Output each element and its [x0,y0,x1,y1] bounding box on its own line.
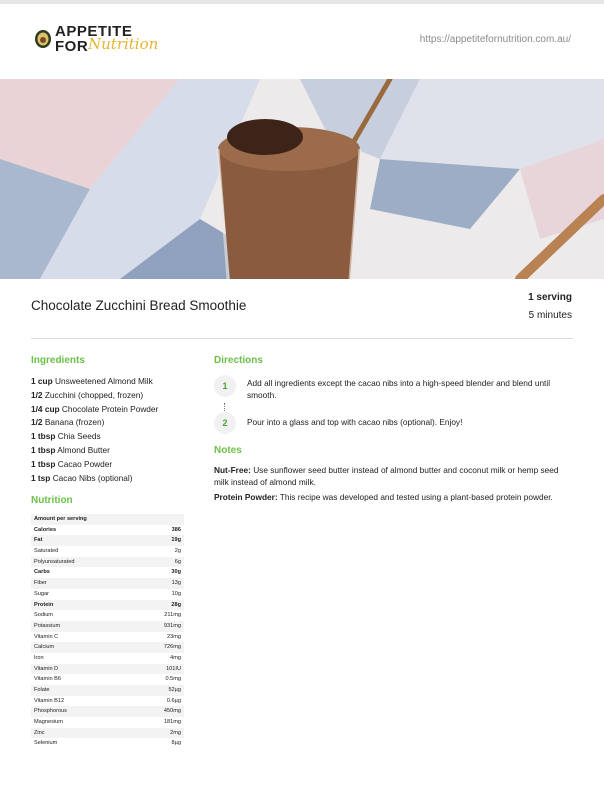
ingredient-name: Unsweetened Almond Milk [54,376,153,386]
ingredient-item [31,458,201,472]
nutrient-value: 28g [171,601,181,608]
step-number: 1 [214,375,236,397]
nutrition-row [31,621,184,632]
nutrient-label: Vitamin D [34,665,59,672]
nutrient-value: 0.5mg [165,676,181,683]
nutrition-row [31,642,184,653]
nutrient-value: 0.6µg [166,697,181,704]
notes-heading: Notes [214,445,242,456]
prep-time: 5 minutes [528,310,572,321]
nutrient-label: Vitamin C [34,633,59,640]
ingredient-name: Cacao Nibs (optional) [52,472,133,483]
ingredient-qty: 1 tsp [31,472,51,483]
nutrient-value: 2g [174,548,181,555]
nutrient-label: Folate [34,687,50,693]
note-label: Nut-Free: [214,465,251,475]
nutrient-label: Amount per serving [34,516,87,522]
nutrition-row [31,653,184,664]
ingredient-name: Cacao Powder [57,458,113,469]
nutrition-row [31,685,184,696]
ingredient-qty: 1/2 [31,389,43,400]
nutrition-row [31,632,184,643]
ingredient-name: Almond Butter [57,444,110,455]
nutrient-value: 2mg [170,729,181,736]
ingredient-item [31,375,201,389]
nutrient-value: 10g [171,590,181,597]
nutrient-value: 23mg [167,633,181,640]
note-label: Protein Powder: [214,492,278,502]
nutrition-table [31,514,184,749]
nutrient-value: 4mg [170,654,181,661]
nutrient-label: Vitamin B6 [34,676,61,683]
note-text: Use sunflower seed butter instead of almond butter and coconut milk or hemp seed milk instead of almond milk. [214,465,559,487]
ingredient-name: Banana (frozen) [44,417,105,428]
nutrient-value: 181mg [163,719,181,726]
divider [31,338,573,339]
nutrition-row [31,696,184,707]
nutrition-row [31,557,184,568]
nutrient-label: Carbs [34,569,50,576]
nutrient-value: 726mg [163,644,181,651]
nutrition-row [31,567,184,578]
nutrition-row [31,589,184,600]
ingredient-item [31,416,201,430]
nutrition-row [31,738,184,749]
nutrition-heading: Nutrition [31,495,73,506]
nutrition-row [31,728,184,739]
nutrient-value: 450mg [163,708,181,715]
nutrition-row [31,546,184,557]
nutrition-row [31,535,184,546]
step-text: Pour into a glass and top with cacao nibs (optional). Enjoy! [247,417,463,427]
nutrient-label: Vitamin B12 [34,697,65,704]
notes-list [214,465,559,508]
step-number: 2 [214,412,236,434]
nutrient-label: Calories [34,526,57,533]
note-text: This recipe was developed and tested using a plant-based protein powder. [279,492,553,502]
nutrient-label: Selenium [34,740,58,747]
ingredient-item [31,430,201,444]
top-bar [0,0,604,4]
nutrition-row [31,600,184,611]
ingredient-item [31,472,201,486]
avocado-icon [33,27,53,49]
nutrient-label: Fiber [34,580,47,587]
nutrition-row [31,706,184,717]
nutrient-value: 6g [174,558,181,565]
logo-text-for: FOR [55,38,89,55]
nutrient-label: Sugar [34,590,49,597]
recipe-title: Chocolate Zucchini Bread Smoothie [31,298,247,313]
nutrient-label: Phosphorous [34,708,67,715]
nutrient-label: Potassium [34,622,61,629]
nutrient-label: Iron [34,654,44,661]
servings-count: 1 serving [528,292,572,303]
nutrient-label: Protein [34,601,54,608]
nutrition-row [31,525,184,536]
nutrient-value: 211mg [164,612,181,619]
ingredient-name: Chia Seeds [57,431,101,442]
logo-text-nutrition: Nutrition [88,35,159,53]
nutrient-value: 19g [171,537,181,544]
ingredient-qty: 1/4 cup [31,403,60,414]
nutrition-row [31,610,184,621]
site-logo[interactable] [33,23,159,55]
step-text: Add all ingredients except the cacao nibs into a high-speed blender and blend until smooth. [247,378,551,400]
nutrient-label: Sodium [34,612,53,619]
nutrient-value: 386 [171,526,181,533]
nutrient-value: 13g [171,580,181,587]
ingredient-item [31,444,201,458]
nutrient-label: Polyunsaturated [34,558,75,565]
nutrition-row [31,674,184,685]
ingredient-qty: 1 tbsp [31,444,56,455]
nutrient-value: 931mg [163,622,181,629]
nutrient-label: Zinc [34,729,45,736]
nutrient-value: 8µg [171,740,181,747]
ingredient-qty: 1 tbsp [31,458,56,469]
nutrient-label: Fat [34,537,43,544]
directions-heading: Directions [214,355,263,366]
nutrient-value: 30g [171,569,181,576]
note-item [214,465,559,488]
ingredient-name: Zucchini (chopped, frozen) [44,389,144,400]
ingredient-qty: 1/2 [31,417,43,428]
ingredient-item [31,389,201,403]
nutrient-label: Magnesium [34,719,63,726]
ingredient-qty: 1 tbsp [31,431,56,442]
ingredients-list [31,375,201,485]
hero-image [0,79,604,279]
note-item [214,492,559,504]
nutrition-row [31,514,184,525]
logo-text-appetite: APPETITE [55,23,133,40]
site-url[interactable]: https://appetitefornutrition.com.au/ [419,34,571,45]
nutrient-label: Calcium [34,644,55,651]
ingredient-name: Chocolate Protein Powder [61,403,159,414]
nutrition-row [31,664,184,675]
nutrient-value: 101IU [166,665,181,672]
nutrition-row [31,717,184,728]
ingredient-qty: 1 cup [31,376,53,386]
nutrition-row [31,578,184,589]
ingredients-heading: Ingredients [31,355,85,366]
nutrient-value: 52µg [168,687,181,693]
nutrient-label: Saturated [34,548,59,555]
ingredient-item [31,403,201,417]
